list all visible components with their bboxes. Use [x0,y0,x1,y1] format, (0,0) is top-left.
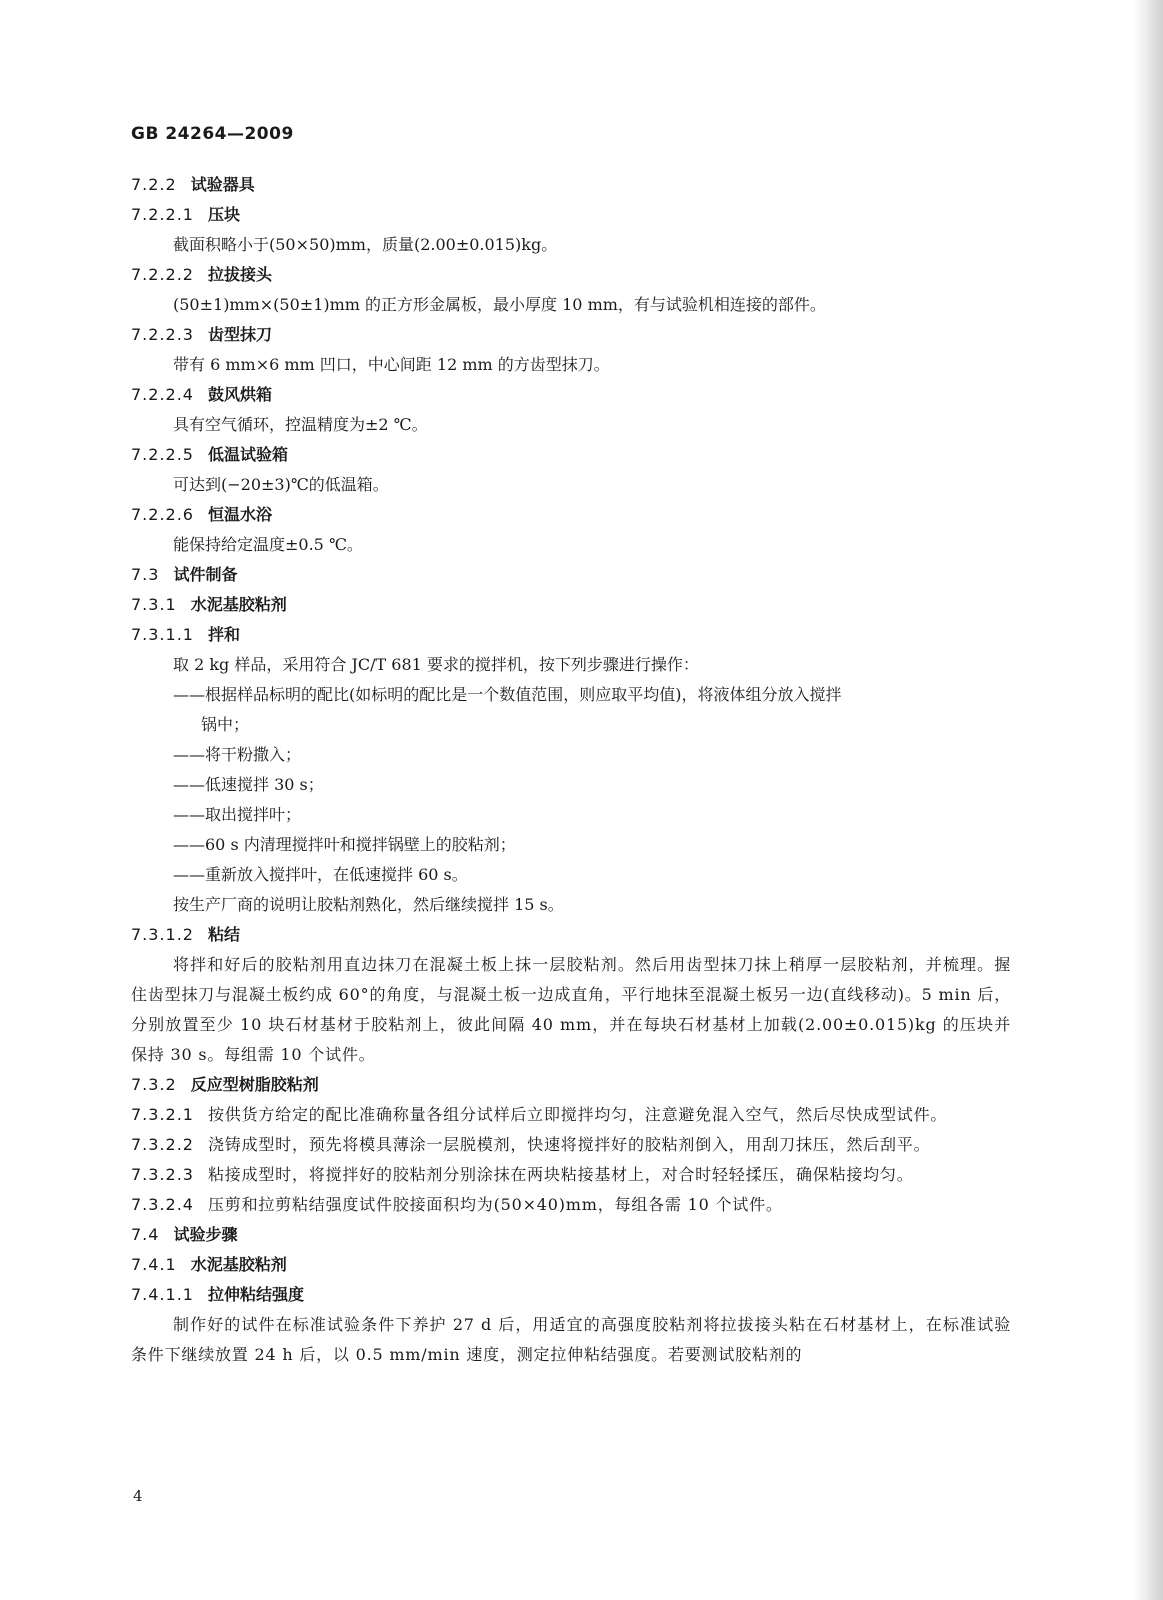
heading-7-4-1-1: 7.4.1.1 拉伸粘结强度 [131,1285,304,1304]
heading-7-3: 7.3 试件制备 [131,565,238,584]
list-item: ——重新放入搅拌叶，在低速搅拌 60 s。 [173,865,468,884]
heading-7-2-2-3: 7.2.2.3 齿型抹刀 [131,325,272,344]
heading-7-2-2-6: 7.2.2.6 恒温水浴 [131,505,272,524]
standard-number: GB 24264—2009 [131,124,294,144]
list-item: ——60 s 内清理搅拌叶和搅拌锅壁上的胶粘剂； [173,835,516,854]
list-item: ——根据样品标明的配比(如标明的配比是一个数值范围，则应取平均值)，将液体组分放入搅拌 [173,685,842,704]
heading-7-2-2-4: 7.2.2.4 鼓风烘箱 [131,385,272,404]
heading-7-3-1: 7.3.1 水泥基胶粘剂 [131,595,287,614]
clause-7-3-2-4: 7.3.2.4 压剪和拉剪粘结强度试件胶接面积均为(50×40)mm，每组各需 10 个试件。 [131,1195,783,1214]
text-7-2-2-3: 带有 6 mm×6 mm 凹口，中心间距 12 mm 的方齿型抹刀。 [173,355,610,374]
list-item: ——将干粉撒入； [173,745,302,764]
list-item: ——低速搅拌 30 s； [173,775,324,794]
clause-7-3-2-1: 7.3.2.1 按供货方给定的配比准确称量各组分试样后立即搅拌均匀，注意避免混入空气，然后尽快成型试件。 [131,1105,948,1124]
text-7-2-2-4: 具有空气循环，控温精度为±2 ℃。 [173,415,428,434]
heading-7-2-2-2: 7.2.2.2 拉拔接头 [131,265,272,284]
text-7-2-2-5: 可达到(−20±3)℃的低温箱。 [173,475,389,494]
page-number: 4 [133,1487,143,1505]
list-item: ——取出搅拌叶； [173,805,302,824]
text-7-2-2-1: 截面积略小于(50×50)mm，质量(2.00±0.015)kg。 [173,235,558,254]
heading-7-2-2-5: 7.2.2.5 低温试验箱 [131,445,288,464]
list-item-continuation: 锅中； [201,715,250,734]
heading-7-4: 7.4 试验步骤 [131,1225,238,1244]
text-7-3-1-1-closing: 按生产厂商的说明让胶粘剂熟化，然后继续搅拌 15 s。 [173,895,564,914]
document-body [131,170,1011,1370]
text-7-3-1-2: 将拌和好后的胶粘剂用直边抹刀在混凝土板上抹一层胶粘剂。然后用齿型抹刀抹上稍厚一层胶粘剂，并梳理。握住齿型抹刀与混凝土板约成 60°的角度，与混凝土板一边成直角，平行地抹至混凝土板另一边(直线移动)。5 min 后，分别放置至少 10 块石材基材于胶粘剂上，彼此间隔 40 mm，并在每块石材基材上加载(2.00±0.015)kg 的压块并保持 30 s。每组需 10 个试件。 [131,955,1011,1064]
heading-7-3-1-1: 7.3.1.1 拌和 [131,625,240,644]
clause-7-3-2-2: 7.3.2.2 浇铸成型时，预先将模具薄涂一层脱模剂，快速将搅拌好的胶粘剂倒入，用刮刀抹压，然后刮平。 [131,1135,931,1154]
text-7-4-1-1: 制作好的试件在标准试验条件下养护 27 d 后，用适宜的高强度胶粘剂将拉拔接头粘在石材基材上，在标准试验条件下继续放置 24 h 后，以 0.5 mm/min 速度，测定拉伸粘结强度。若要测试胶粘剂的 [131,1315,1011,1364]
heading-7-2-2-1: 7.2.2.1 压块 [131,205,240,224]
text-7-2-2-2: (50±1)mm×(50±1)mm 的正方形金属板，最小厚度 10 mm，有与试验机相连接的部件。 [173,295,826,314]
heading-7-3-2: 7.3.2 反应型树脂胶粘剂 [131,1075,319,1094]
text-7-3-1-1-intro: 取 2 kg 样品，采用符合 JC/T 681 要求的搅拌机，按下列步骤进行操作： [173,655,699,674]
text-7-2-2-6: 能保持给定温度±0.5 ℃。 [173,535,363,554]
heading-7-3-1-2: 7.3.1.2 粘结 [131,925,240,944]
heading-7-4-1: 7.4.1 水泥基胶粘剂 [131,1255,287,1274]
clause-7-3-2-3: 7.3.2.3 粘接成型时，将搅拌好的胶粘剂分别涂抹在两块粘接基材上，对合时轻轻揉压，确保粘接均匀。 [131,1165,914,1184]
heading-7-2-2: 7.2.2 试验器具 [131,175,255,194]
